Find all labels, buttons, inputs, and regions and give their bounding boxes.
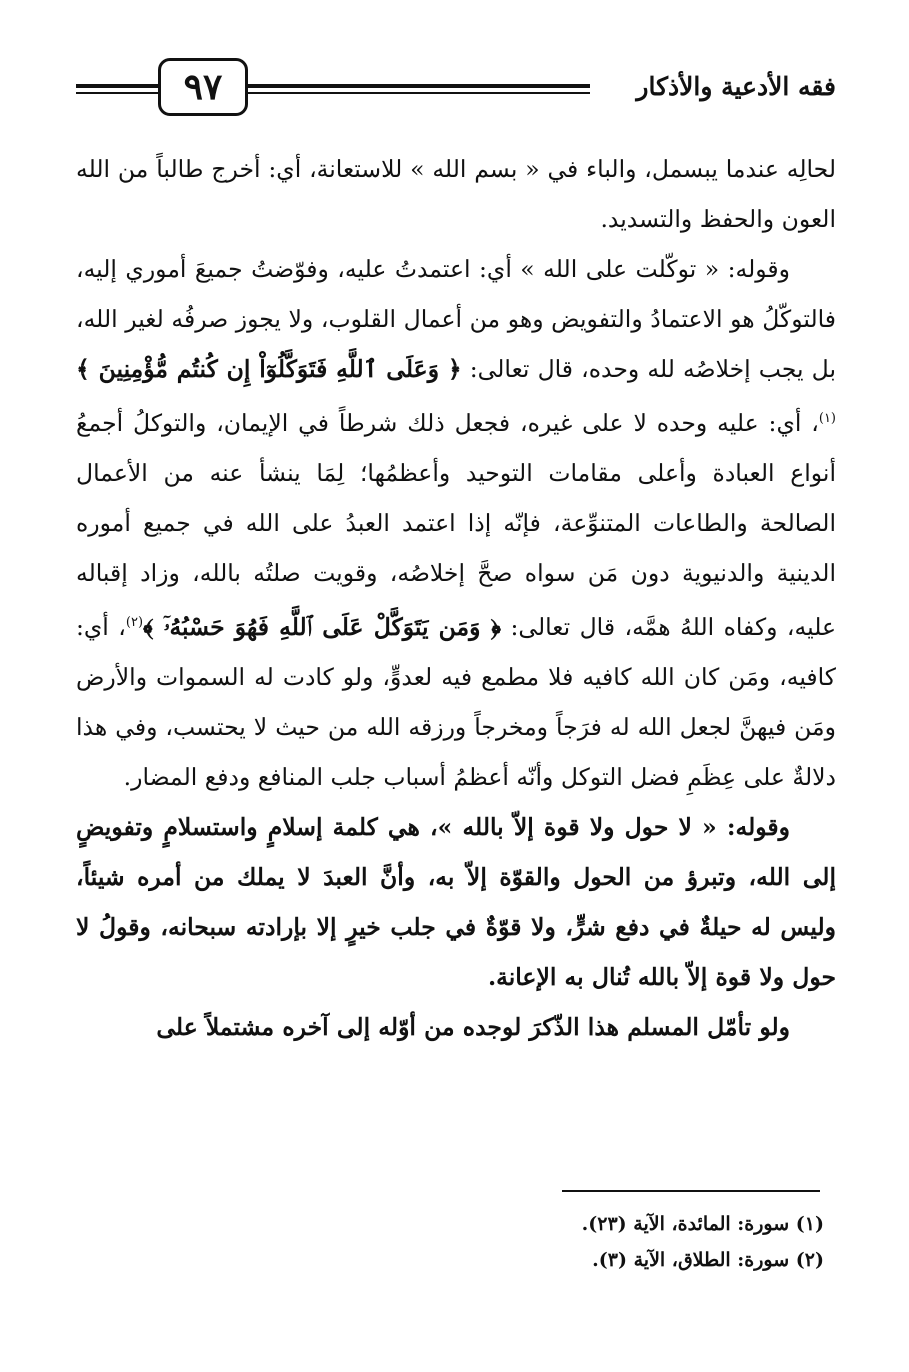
- header-rule-right-thin: [242, 92, 590, 94]
- footnote-separator: [562, 1190, 820, 1192]
- paragraph-2-text-cont: ، أي: عليه وحده لا على غيره، فجعل ذلك شرطاً في الإيمان، والتوكلُ أجمعُ أنواع العبادة وأعلى مقامات التوحيد وأعظمُها؛ لِمَا ينشأ عنه من الأعمال الصالحة والطاعات المتنوِّعة، فإنّه إذا اعتمد العبدُ على الله في جميع أموره الدينية والدنيوية دون مَن سواه صحَّ إخلاصُه، وقويت صلتُه بالله، وزاد إقباله عليه، وكفاه اللهُ همَّه، قال تعالى:: [76, 408, 836, 641]
- paragraph-2-text: وقوله: « توكّلت على الله » أي: اعتمدتُ عليه، وفوّضتُ جميعَ أموري إليه، فالتوكّلُ هو الاعتمادُ والتفويض وهو من أعمال القلوب، ولا يجوز صرفُه لغير الله، بل يجب إخلاصُه لله وحده، قال تعالى:: [76, 255, 836, 383]
- quran-verse-2: ﴿ وَمَن يَتَوَكَّلْ عَلَى ٱللَّهِ فَهُوَ حَسْبُهُۥٓ ﴾: [143, 612, 502, 641]
- header-rule-right: [242, 84, 590, 88]
- paragraph-2: [76, 244, 836, 802]
- paragraph-4: ولو تأمّل المسلم هذا الذّكرَ لوجده من أوّله إلى آخره مشتملاً على: [156, 1012, 790, 1041]
- footnote-ref-2: (٢): [125, 614, 144, 630]
- footnotes: [480, 1206, 824, 1278]
- page-header: [76, 58, 836, 118]
- page-body: [76, 144, 836, 1052]
- footnote-1: (١) سورة: المائدة، الآية (٢٣).: [581, 1213, 824, 1235]
- paragraph-1: لحالِه عندما يبسمل، والباء في « بسم الله » للاستعانة، أي: أخرج طالباً من الله العون والحفظ والتسديد.: [76, 155, 836, 233]
- footnote-2: (٢) سورة: الطلاق، الآية (٣).: [592, 1249, 824, 1271]
- header-rule-left-thin: [76, 92, 158, 94]
- paragraph-2-text-end: ، أي: كافيه، ومَن كان الله كافيه فلا مطمع فيه لعدوٍّ، ولو كادت له السموات والأرض ومَن فيهنَّ لجعل الله له فرَجاً ومخرجاً ورزقه الله من حيث لا يحتسب، وفي هذا دلالةٌ على عِظَمِ فضل التوكل وأنّه أعظمُ أسباب جلب المنافع ودفع المضار.: [76, 612, 836, 791]
- running-title: فقه الأدعية والأذكار: [636, 72, 836, 101]
- quran-verse-1: ﴿ وَعَلَى ٱللَّهِ فَتَوَكَّلُوٓاْ إِن كُنتُم مُّؤْمِنِينَ ﴾: [76, 355, 462, 383]
- page-number: ٩٧: [158, 58, 248, 116]
- header-rule-left: [76, 84, 158, 88]
- paragraph-3: وقوله: « لا حول ولا قوة إلاّ بالله »، هي كلمة إسلامٍ واستسلامٍ وتفويضٍ إلى الله، وتبرؤ من الحول والقوّة إلاّ به، وأنَّ العبدَ لا يملك من أمره شيئاً، وليس له حيلةٌ في دفع شرٍّ، ولا قوّةٌ في جلب خيرٍ إلا بإرادته سبحانه، وقولُ لا حول ولا قوة إلاّ بالله تُنال به الإعانة.: [76, 812, 836, 991]
- footnote-ref-1: (١): [818, 411, 836, 426]
